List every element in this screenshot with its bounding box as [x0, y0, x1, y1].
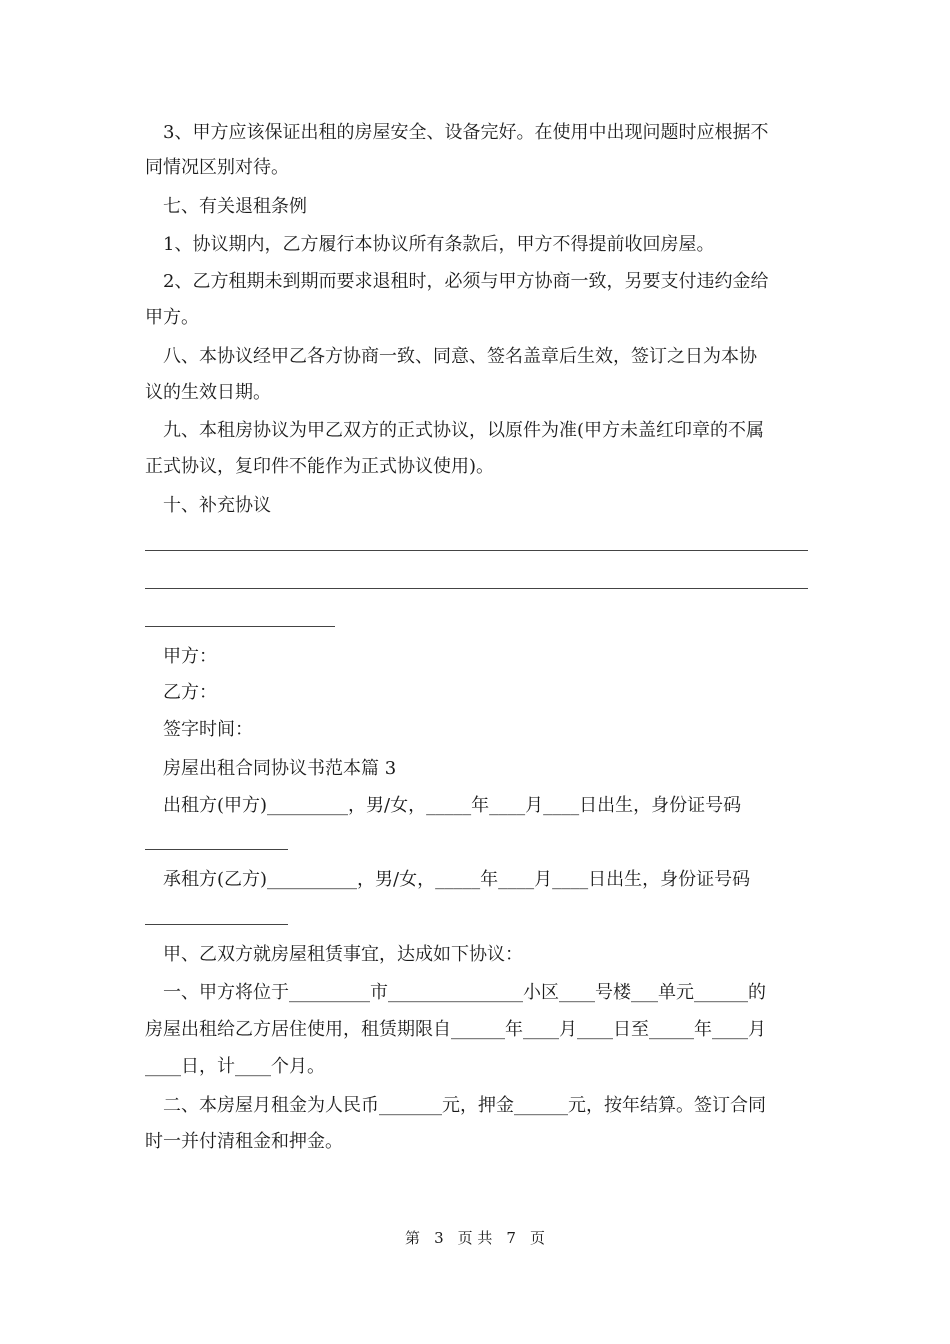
- body-line: 时一并付清租金和押金。: [145, 1131, 343, 1152]
- body-line: 甲方。: [145, 307, 199, 328]
- sign-date-label: 签字时间：: [163, 719, 253, 740]
- body-line: ____日，计____个月。: [145, 1056, 325, 1077]
- current-page-number: 3: [434, 1229, 444, 1247]
- body-line: 同情况区别对待。: [145, 157, 289, 178]
- supplement-blank-line: [145, 550, 808, 551]
- section-title: 房屋出租合同协议书范本篇 3: [163, 758, 397, 779]
- body-line: 八、本协议经甲乙各方协商一致、同意、签名盖章后生效，签订之日为本协: [163, 346, 757, 367]
- body-line: 房屋出租给乙方居住使用，租赁期限自______年____月____日至_____年____月: [145, 1019, 766, 1040]
- lessor-line: 出租方(甲方)_________，男/女，_____年____月____日出生，身份证号码: [163, 795, 742, 816]
- body-line: 正式协议，复印件不能作为正式协议使用)。: [145, 456, 495, 477]
- party-b-signature-label: 乙方：: [163, 682, 217, 703]
- body-line: 二、本房屋月租金为人民币_______元，押金______元，按年结算。签订合同: [163, 1095, 766, 1116]
- footer-middle: 页 共: [457, 1229, 493, 1247]
- body-line: 议的生效日期。: [145, 382, 271, 403]
- supplement-blank-line: [145, 626, 335, 627]
- body-line: 甲、乙双方就房屋租赁事宜，达成如下协议：: [163, 944, 523, 965]
- section-heading: 十、补充协议: [163, 495, 271, 516]
- total-page-number: 7: [506, 1229, 516, 1247]
- body-line: 2、乙方租期未到期而要求退租时，必须与甲方协商一致，另要支付违约金给: [163, 271, 769, 292]
- footer-suffix: 页: [529, 1229, 545, 1247]
- party-a-signature-label: 甲方：: [163, 646, 217, 667]
- body-line: 九、本租房协议为甲乙双方的正式协议，以原件为准(甲方未盖红印章的不属: [163, 420, 765, 441]
- lessee-line: 承租方(乙方)__________，男/女，_____年____月____日出生，身份证号码: [163, 869, 751, 890]
- id-number-blank: [145, 849, 288, 850]
- body-line: 一、甲方将位于_________市_______________小区____号楼___单元______的: [163, 982, 766, 1003]
- page-footer: [0, 1228, 950, 1248]
- body-line: 1、协议期内，乙方履行本协议所有条款后，甲方不得提前收回房屋。: [163, 234, 715, 255]
- id-number-blank: [145, 924, 288, 925]
- supplement-blank-line: [145, 588, 808, 589]
- body-line: 3、甲方应该保证出租的房屋安全、设备完好。在使用中出现问题时应根据不: [163, 122, 769, 143]
- footer-prefix: 第: [405, 1229, 421, 1247]
- section-heading: 七、有关退租条例: [163, 196, 307, 217]
